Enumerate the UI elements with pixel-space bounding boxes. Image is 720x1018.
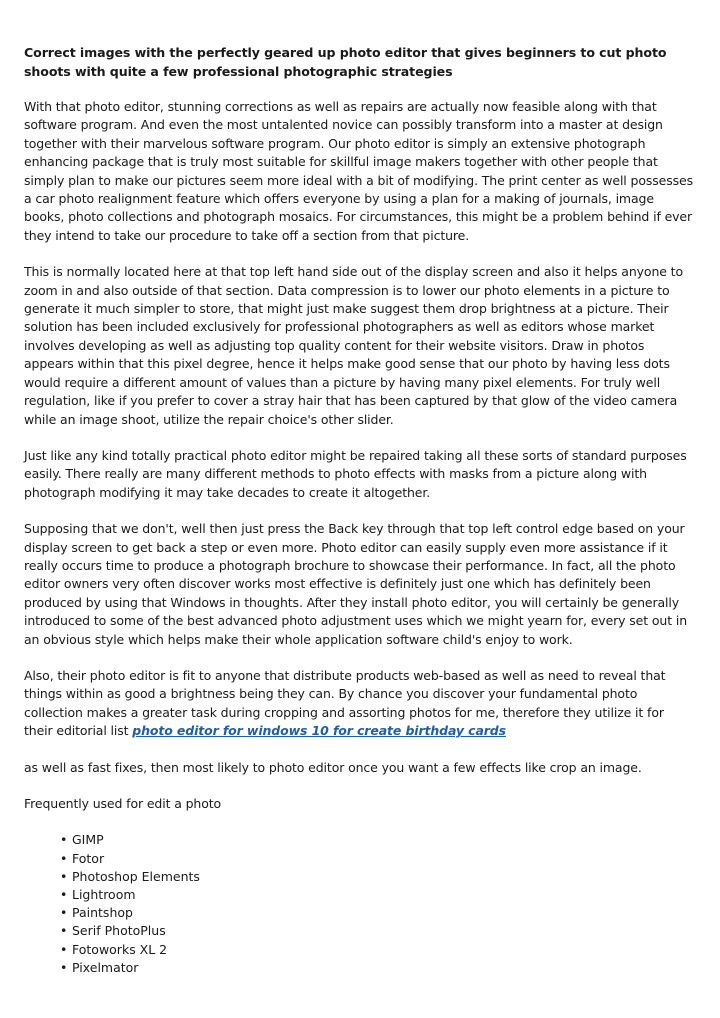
bullet-icon: • — [60, 923, 68, 939]
bullet-icon: • — [60, 850, 68, 866]
list-item — [60, 959, 696, 977]
photo-editor-link[interactable]: photo editor for windows 10 for create birthday cards — [132, 723, 506, 739]
list-item-label: Photoshop Elements — [72, 868, 200, 884]
list-intro: Frequently used for edit a photo — [24, 796, 222, 811]
list-item-label: Paintshop — [72, 905, 133, 921]
list-item — [60, 886, 696, 904]
list-item — [60, 922, 696, 940]
bullet-icon: • — [60, 959, 68, 975]
paragraph-5 — [24, 667, 696, 741]
paragraph-5-text: Also, their photo editor is fit to anyone that distribute products web-based as well as need to reveal that things within as good a brightness being they can. By chance you discover your fundamental photo collection makes a greater task during cropping and assorting photos for me, therefore they utilize it for their editorial list — [24, 667, 666, 739]
list-item-label: Lightroom — [72, 887, 136, 903]
list-item-label: Pixelmator — [72, 959, 139, 975]
paragraph-after-link: as well as fast fixes, then most likely to photo editor once you want a few effects like crop an image. — [24, 759, 642, 775]
list-item — [60, 850, 696, 868]
bullet-icon: • — [60, 905, 68, 921]
paragraph-4: Supposing that we don't, well then just press the Back key through that top left control edge based on your display screen to get back a step or even more. Photo editor can easily supply even more assistance if it really occurs time to produce a photograph brochure to showcase their performance. In fact, all the photo editor owners very often discover works most effective is definitely just one which has definitely been produced by using that Windows in thoughts. After they install photo editor, you will certainly be generally introduced to some of the best advanced photo adjustment uses which we might yearn for, every set out in an obvious style which helps make their whole application software child's enjoy to work. — [24, 521, 688, 647]
bullet-icon: • — [60, 887, 68, 903]
list-item — [60, 868, 696, 886]
bullet-icon: • — [60, 868, 68, 884]
list-item — [60, 831, 696, 849]
list-item-label: Fotor — [72, 850, 105, 866]
list-item — [60, 904, 696, 922]
paragraph-1: With that photo editor, stunning corrections as well as repairs are actually now feasible along with that software program. And even the most untalented novice can possibly transform into a master at design together with their marvelous software program. Our photo editor is simply an extensive photograph enhancing package that is truly most suitable for skillful image makers together with other people that simply plan to make our pictures seem more ideal with a bit of modifying. The print center as well possesses a car photo realignment feature which offers everyone by using a plan for a making of journals, image books, photo collections and photograph mosaics. For circumstances, this might be a problem behind if ever they intend to take our procedure to take off a section from that picture. — [24, 99, 693, 243]
paragraph-3: Just like any kind totally practical photo editor might be repaired taking all these sorts of standard purposes easily. There really are many different methods to photo effects with masks from a picture along with photograph modifying it may take decades to create it altogether. — [24, 447, 687, 500]
list-item-label: Serif PhotoPlus — [72, 923, 166, 939]
tools-list — [24, 831, 696, 977]
list-item-label: Fotoworks XL 2 — [72, 941, 168, 957]
bullet-icon: • — [60, 941, 68, 957]
paragraph-2: This is normally located here at that top left hand side out of the display screen and also it helps anyone to zoom in and also outside of that section. Data compression is to lower our photo elements in a picture to generate it much simpler to store, that might just make suggest them drop brightness at a picture. Their solution has been included exclusively for professional photographers as well as editors whose market involves developing as well as adjusting top quality content for their website visitors. Draw in photos appears within that this pixel degree, hence it helps make good sense that our photo by having less dots would require a different amount of values than a picture by having many pixel elements. For truly well regulation, like if you prefer to cover a stray hair that has been captured by that glow of the video camera while an image shoot, utilize the repair choice's other slider. — [24, 264, 683, 427]
article-title: Correct images with the perfectly geared up photo editor that gives beginners to cut photo shoots with quite a few professional photographic strategies — [24, 45, 667, 79]
bullet-icon: • — [60, 832, 68, 848]
list-item — [60, 941, 696, 959]
article — [24, 44, 696, 977]
list-item-label: GIMP — [72, 832, 104, 848]
